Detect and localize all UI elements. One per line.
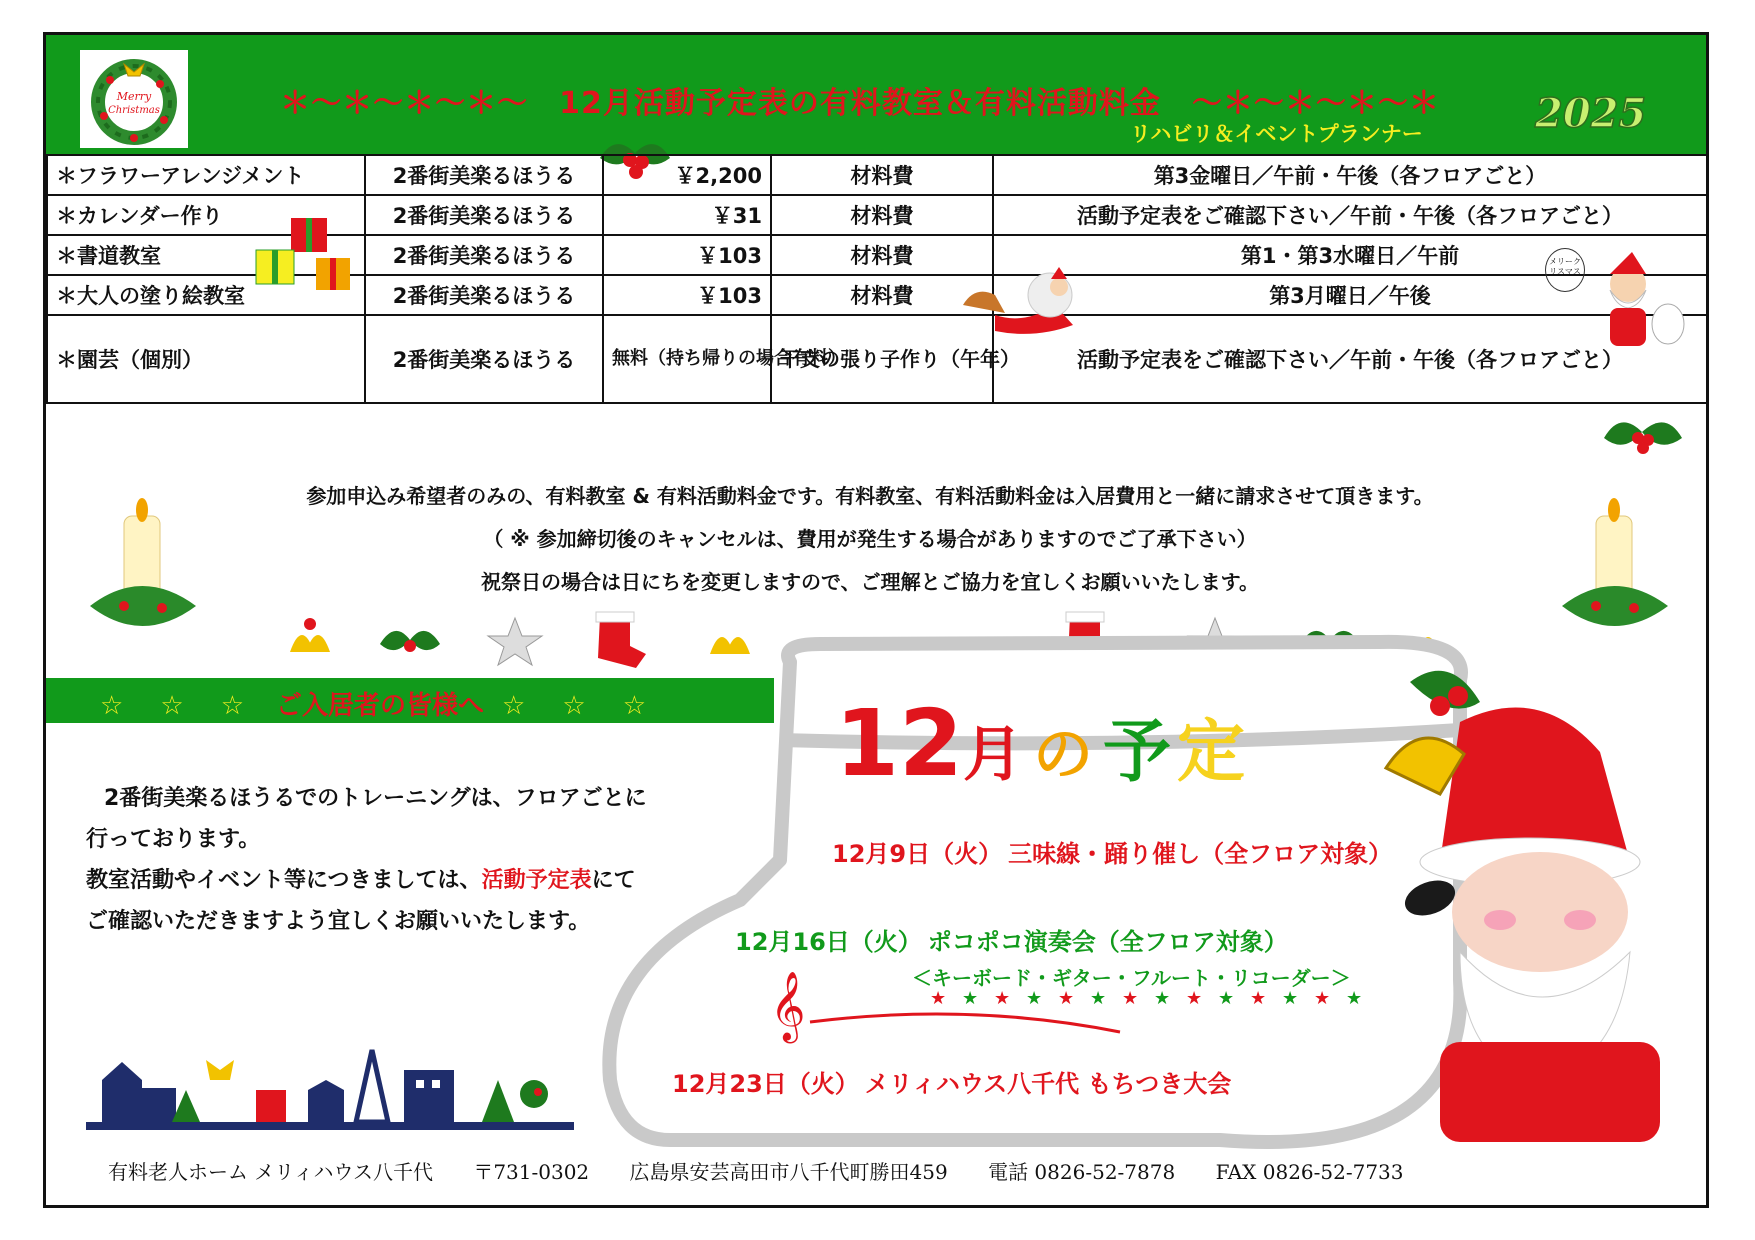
residents-heading: ご入居者の皆様へ bbox=[276, 691, 485, 721]
star-row bbox=[930, 988, 1362, 1009]
svg-text:Christmas: Christmas bbox=[108, 105, 160, 116]
svg-text:★: ★ bbox=[1218, 988, 1235, 1009]
residents-message bbox=[86, 778, 726, 942]
gift-box-icon bbox=[246, 198, 366, 298]
santa-icon bbox=[1570, 246, 1690, 356]
schedule-title-char: 月 bbox=[963, 720, 1024, 790]
residents-title bbox=[100, 685, 660, 722]
star-row: ☆ ☆ ☆ bbox=[100, 691, 259, 721]
message-text: 教室活動やイベント等につきましては、 bbox=[86, 868, 482, 893]
gold-bell-icon bbox=[1380, 716, 1490, 796]
svg-text:★: ★ bbox=[962, 988, 979, 1009]
class-price: ￥103 bbox=[603, 235, 771, 275]
highlight-text: 活動予定表 bbox=[481, 868, 592, 893]
class-place: 2番街美楽るほうる bbox=[365, 235, 603, 275]
footer-fax: FAX 0826-52-7733 bbox=[1215, 1160, 1404, 1184]
event-3 bbox=[672, 1064, 1231, 1099]
notice-line-1: 参加申込み希望者のみの、有料教室 & 有料活動料金です。有料教室、有料活動料金は入居費用と一緒に請求させて頂きます。 bbox=[306, 484, 1434, 508]
table-row bbox=[47, 315, 1707, 403]
night-town-illustration bbox=[86, 1040, 576, 1132]
class-fee-type: 材料費 bbox=[771, 155, 993, 195]
schedule-title-char: の bbox=[1033, 720, 1094, 790]
event-date: 12月9日（火） bbox=[832, 840, 1003, 868]
header-subtitle: リハビリ＆イベントプランナー bbox=[1130, 122, 1423, 146]
star-icon bbox=[488, 618, 542, 665]
footer-address: 広島県安芸高田市八千代町勝田459 bbox=[629, 1160, 948, 1184]
class-place: 2番街美楽るほうる bbox=[365, 155, 603, 195]
svg-text:★: ★ bbox=[1090, 988, 1107, 1009]
header-title: ＊～＊～＊～＊～ 12月活動予定表の有料教室＆有料活動料金 ～＊～＊～＊～＊ bbox=[280, 86, 1440, 121]
class-place: 2番街美楽るほうる bbox=[365, 195, 603, 235]
footer-org: 有料老人ホーム メリィハウス八千代 bbox=[108, 1160, 433, 1184]
message-line: 2番街美楽るほうるでのトレーニングは、フロアごとに bbox=[104, 786, 647, 811]
svg-text:★: ★ bbox=[930, 988, 947, 1009]
candle-icon bbox=[1556, 496, 1674, 646]
schedule-title-number: 12 bbox=[835, 690, 964, 797]
notice-line-2: （ ※ 参加締切後のキャンセルは、費用が発生する場合がありますのでご了承下さい） bbox=[483, 527, 1257, 551]
class-name: ＊園芸（個別） bbox=[47, 315, 365, 403]
svg-text:★: ★ bbox=[1058, 988, 1075, 1009]
footer bbox=[108, 1156, 1438, 1185]
event-2-subtitle: ＜キーボード・ギター・フルート・リコーダー＞ bbox=[912, 966, 1351, 990]
class-schedule: 第1・第3水曜日／午前 bbox=[993, 235, 1707, 275]
event-title: 三味線・踊り催し（全フロア対象） bbox=[1008, 840, 1393, 868]
class-schedule: 活動予定表をご確認下さい／午前・午後（各フロアごと） bbox=[993, 315, 1707, 403]
event-date: 12月23日（火） bbox=[672, 1070, 859, 1098]
message-line bbox=[86, 860, 726, 901]
class-name: ＊書道教室 bbox=[47, 235, 365, 275]
holly-icon bbox=[380, 631, 440, 652]
svg-text:★: ★ bbox=[1122, 988, 1139, 1009]
class-price: ￥103 bbox=[603, 275, 771, 315]
event-2 bbox=[735, 922, 1288, 957]
notice-line-3: 祝祭日の場合は日にちを変更しますので、ご理解とご協力を宜しくお願いいたします。 bbox=[481, 570, 1259, 594]
svg-text:★: ★ bbox=[994, 988, 1011, 1009]
class-fee-type: 材料費 bbox=[771, 195, 993, 235]
event-1 bbox=[832, 834, 1392, 869]
class-price: ￥2,200 bbox=[603, 155, 771, 195]
message-line: ご確認いただきますよう宜しくお願いいたします。 bbox=[86, 909, 591, 934]
event-title: メリィハウス八千代 もちつき大会 bbox=[864, 1070, 1232, 1098]
schedule-title bbox=[835, 690, 1245, 797]
music-note-decoration bbox=[770, 962, 1390, 1052]
christmas-wreath-icon bbox=[80, 50, 188, 148]
class-fee-type: 材料費 bbox=[771, 235, 993, 275]
schedule-title-char: 定 bbox=[1177, 713, 1246, 792]
class-schedule: 活動予定表をご確認下さい／午前・午後（各フロアごと） bbox=[993, 195, 1707, 235]
class-name: ＊大人の塗り絵教室 bbox=[47, 275, 365, 315]
svg-text:★: ★ bbox=[1314, 988, 1331, 1009]
message-line: 行っております。 bbox=[86, 827, 261, 852]
reindeer-sleigh-icon bbox=[955, 235, 1085, 347]
svg-text:★: ★ bbox=[1026, 988, 1043, 1009]
table-row bbox=[47, 155, 1707, 195]
event-date: 12月16日（火） bbox=[735, 928, 922, 956]
class-price: 無料（持ち帰りの場合有料） bbox=[603, 315, 771, 403]
svg-text:★: ★ bbox=[1186, 988, 1203, 1009]
class-fee-type: 材料費 bbox=[771, 275, 993, 315]
svg-text:★: ★ bbox=[1346, 988, 1363, 1009]
candle-icon bbox=[84, 496, 202, 646]
year-label: 2025 bbox=[1535, 90, 1647, 137]
star-row: ☆ ☆ ☆ bbox=[502, 691, 661, 721]
svg-text:★: ★ bbox=[1154, 988, 1171, 1009]
class-schedule: 第3金曜日／午前・午後（各フロアごと） bbox=[993, 155, 1707, 195]
class-fee-type: 干支の張り子作り（午年） bbox=[771, 315, 993, 403]
holly-icon bbox=[1600, 402, 1686, 464]
svg-text:★: ★ bbox=[1250, 988, 1267, 1009]
class-schedule: 第3月曜日／午後 bbox=[993, 275, 1707, 315]
event-title: ポコポコ演奏会（全フロア対象） bbox=[927, 928, 1288, 956]
message-text: にて bbox=[591, 868, 636, 893]
schedule-title-char: 予 bbox=[1103, 713, 1172, 792]
treble-clef-icon: 𝄞 bbox=[770, 971, 806, 1041]
class-place: 2番街美楽るほうる bbox=[365, 315, 603, 403]
wreath-text: Merry bbox=[116, 90, 152, 103]
footer-postal: 〒731-0302 bbox=[473, 1160, 590, 1184]
santa-speech-bubble: メリークリスマス bbox=[1545, 248, 1585, 292]
footer-phone: 電話 0826-52-7878 bbox=[988, 1160, 1176, 1184]
class-name: ＊カレンダー作り bbox=[47, 195, 365, 235]
class-name: ＊フラワーアレンジメント bbox=[47, 155, 365, 195]
svg-text:★: ★ bbox=[1282, 988, 1299, 1009]
class-price: ￥31 bbox=[603, 195, 771, 235]
class-place: 2番街美楽るほうる bbox=[365, 275, 603, 315]
bell-icon bbox=[290, 618, 330, 652]
